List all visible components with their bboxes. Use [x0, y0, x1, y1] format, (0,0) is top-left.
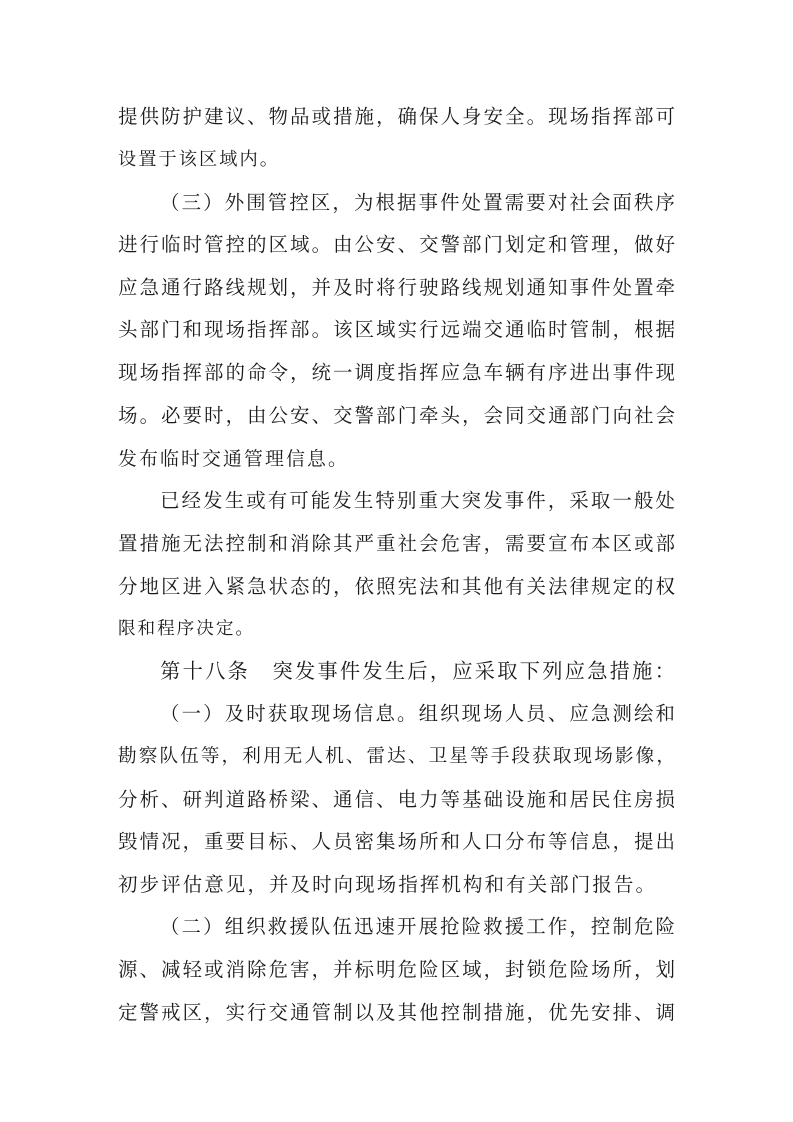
- text-line: 定 警 戒 区 ， 实 行 交 通 管 制 以 及 其 他 控 制 措 施 ， 优 先 安 排 、 调: [118, 1001, 675, 1024]
- text-line: 已 经 发 生 或 有 可 能 发 生 特 别 重 大 突 发 事 件 ， 采 取 一 般 处: [160, 489, 675, 512]
- text-line: （ 二 ） 组 织 救 援 队 伍 迅 速 开 展 抢 险 救 援 工 作 ， 控 制 危 险: [160, 915, 675, 938]
- text-line: 限 和 程 序 决 定 。: [117, 619, 253, 639]
- text-line: 勘 察 队 伍 等 ， 利 用 无 人 机 、 雷 达 、 卫 星 等 手 段 获 取 现 场 影 像 ，: [118, 746, 675, 767]
- text-line: 置 措 施 无 法 控 制 和 消 除 其 严 重 社 会 危 害 ， 需 要 宣 布 本 区 或 部: [118, 532, 675, 555]
- text-line: 设 置 于 该 区 域 内 。: [118, 149, 278, 170]
- text-line: 现 场 指 挥 部 的 命 令 ， 统 一 调 度 指 挥 应 急 车 辆 有 序 进 出 事 件 现: [118, 361, 675, 384]
- text-line: 分 析 、 研 判 道 路 桥 梁 、 通 信 、 电 力 等 基 础 设 施 和 居 民 住 房 损: [118, 788, 675, 811]
- text-line: 进 行 临 时 管 控 的 区 域 。 由 公 安 、 交 警 部 门 划 定 和 管 理 ， 做 好: [118, 233, 675, 256]
- text-line: （ 一 ） 及 时 获 取 现 场 信 息 。 组 织 现 场 人 员 、 应 急 测 绘 和: [160, 702, 675, 725]
- text-line: 初 步 评 估 意 见 ， 并 及 时 向 现 场 指 挥 机 构 和 有 关 部 门 报 告 。: [118, 873, 655, 896]
- text-line: 应 急 通 行 路 线 规 划 ， 并 及 时 将 行 驶 路 线 规 划 通 知 事 件 处 置 牵: [118, 276, 675, 299]
- text-line: 毁 情 况 ， 重 要 目 标 、 人 员 密 集 场 所 和 人 口 分 布 等 信 息 ， 提 出: [118, 830, 675, 853]
- text-line: （ 三 ） 外 围 管 控 区 ， 为 根 据 事 件 处 置 需 要 对 社 会 面 秩 序: [160, 191, 675, 214]
- text-line: 头 部 门 和 现 场 指 挥 部 。 该 区 域 实 行 远 端 交 通 临 时 管 制 ， 根 据: [118, 318, 675, 341]
- text-line: 分 地 区 进 入 紧 急 状 态 的 ， 依 照 宪 法 和 其 他 有 关 法 律 规 定 的 权: [118, 575, 675, 598]
- text-line: 提 供 防 护 建 议 、 物 品 或 措 施 ， 确 保 人 身 安 全 。 现 场 指 挥 部 可: [118, 105, 675, 128]
- text-line: 场 。 必 要 时 ， 由 公 安 、 交 警 部 门 牵 头 ， 会 同 交 通 部 门 向 社 会: [118, 404, 675, 427]
- text-line: 源 、 减 轻 或 消 除 危 害 ， 并 标 明 危 险 区 域 ， 封 锁 危 险 场 所 ， 划: [118, 958, 675, 981]
- text-line: 第 十 八 条 突 发 事 件 发 生 后 ， 应 采 取 下 列 应 急 措 施 ：: [160, 659, 675, 683]
- text-line: 发 布 临 时 交 通 管 理 信 息 。: [118, 448, 347, 470]
